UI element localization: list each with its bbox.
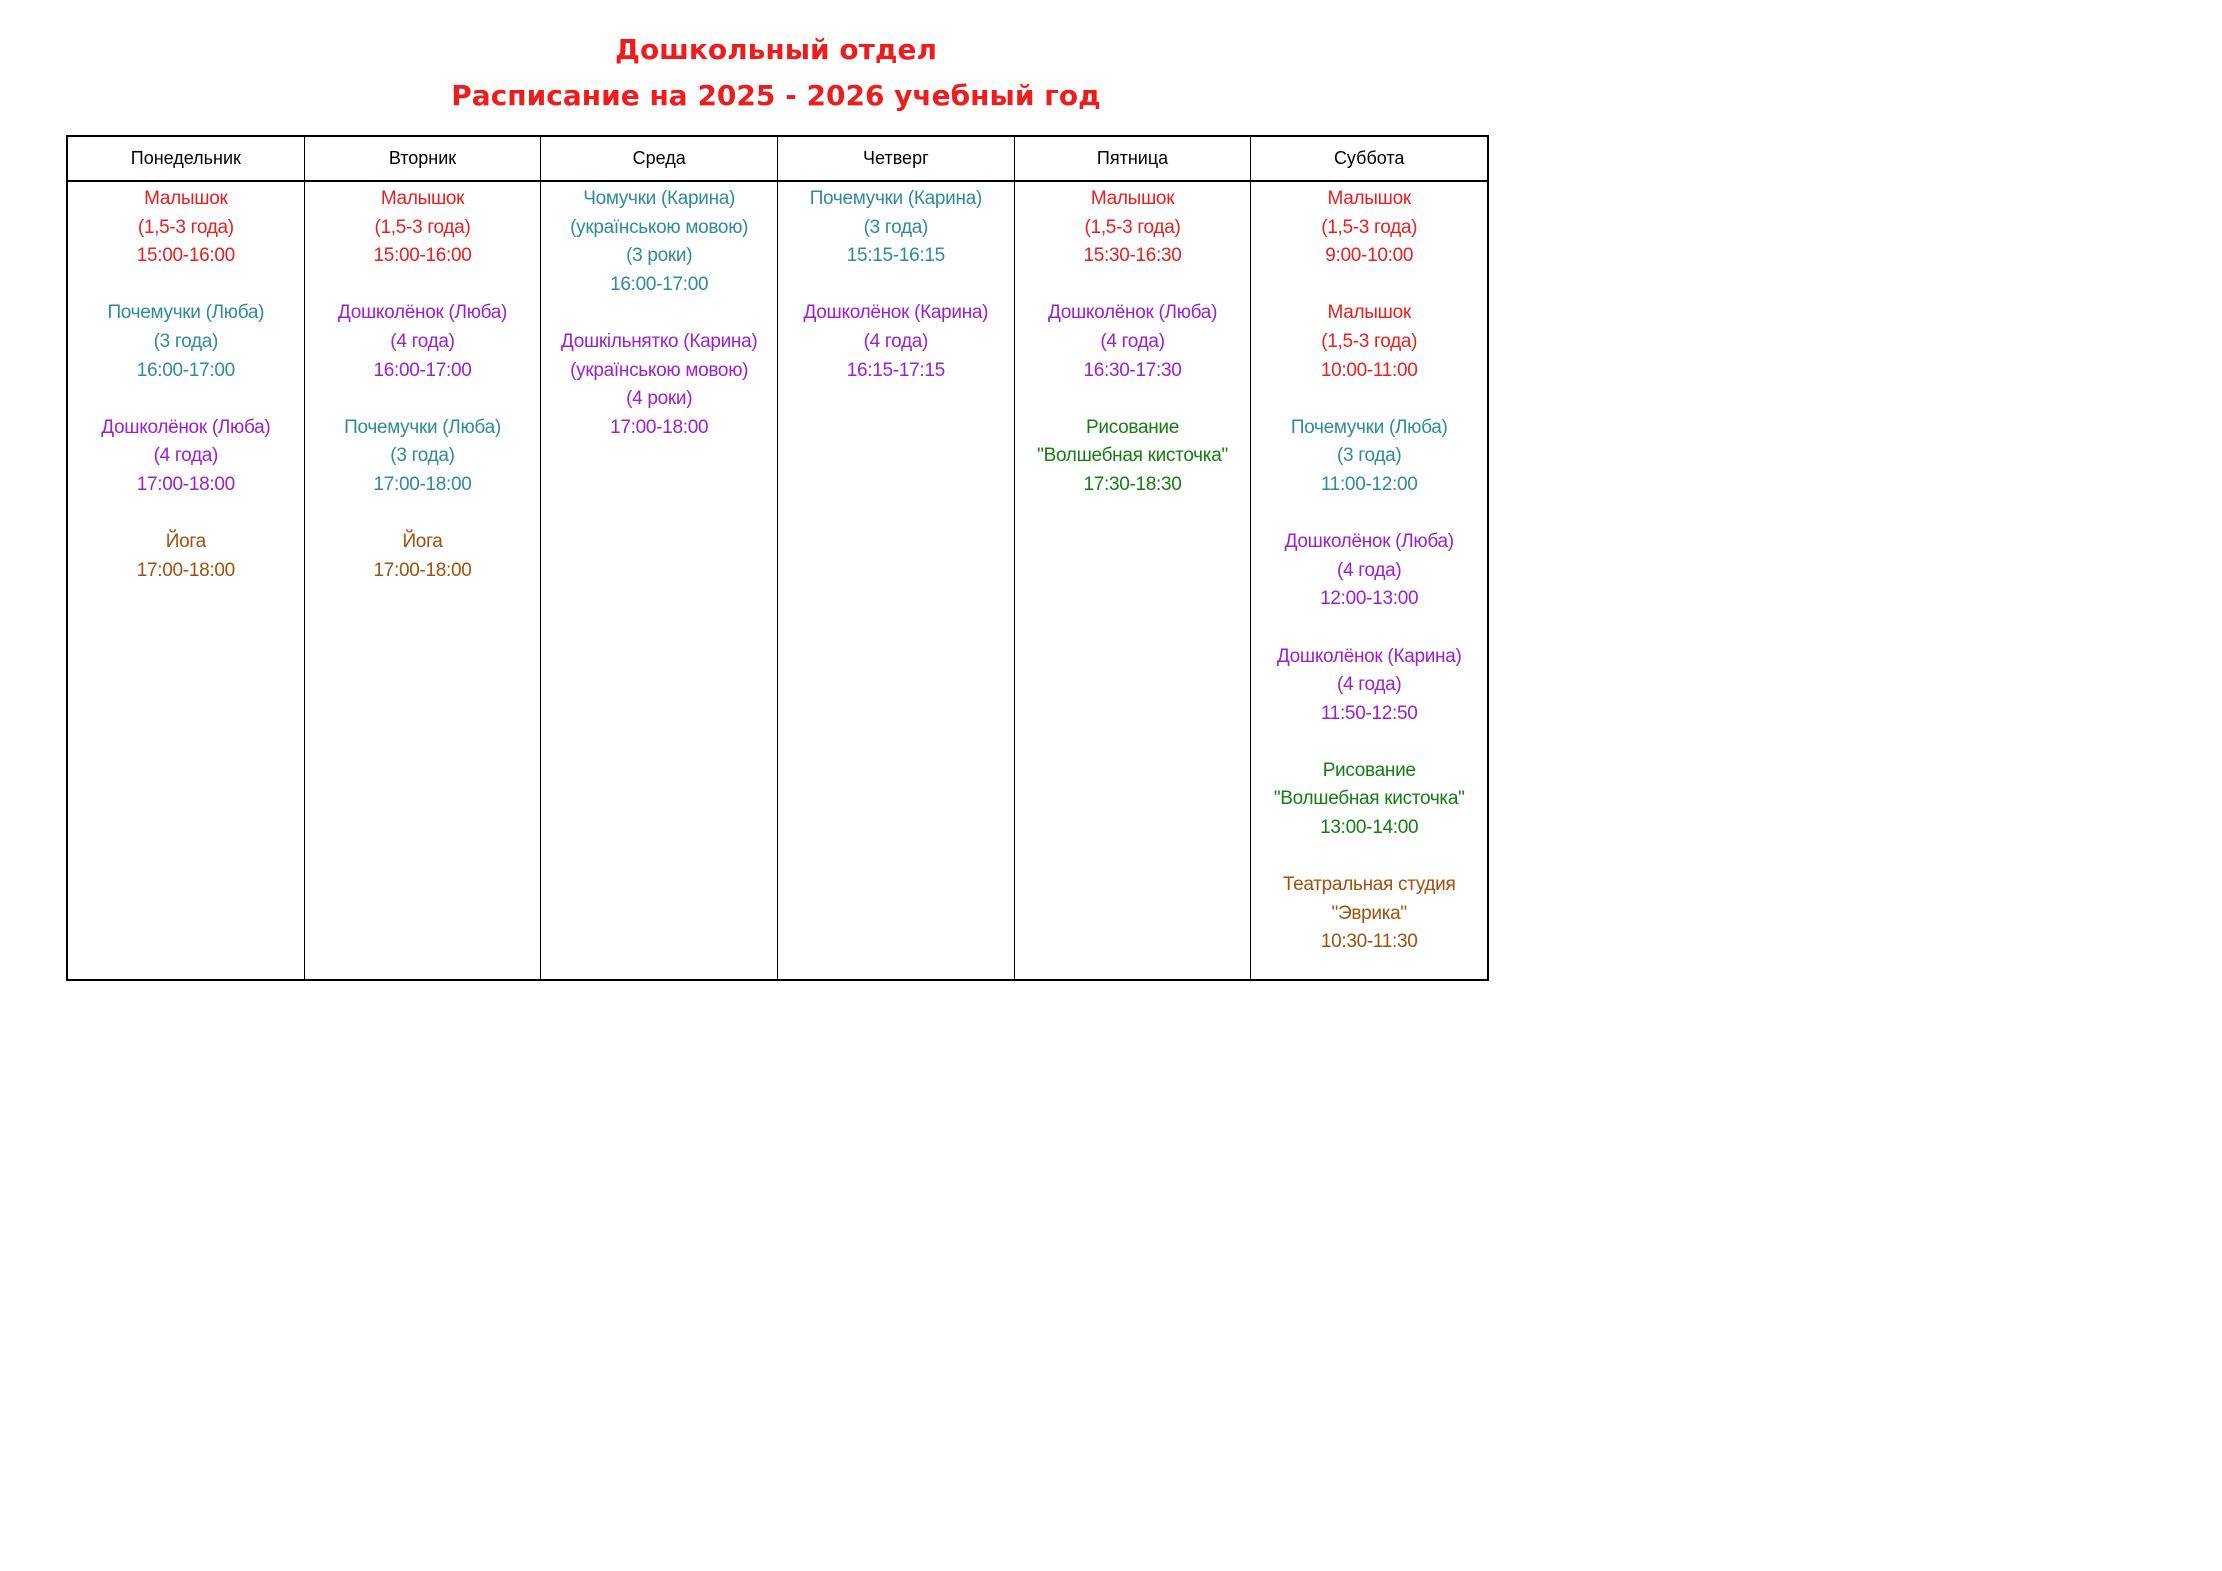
class-time: 11:50-12:50 bbox=[1320, 702, 1418, 724]
class-entry bbox=[305, 414, 541, 500]
class-entry bbox=[1251, 185, 1487, 271]
class-time: 11:00-12:00 bbox=[1320, 473, 1418, 495]
class-name: Йога bbox=[402, 531, 443, 553]
class-entry bbox=[541, 328, 777, 442]
class-entry bbox=[541, 185, 777, 299]
class-time: 17:00-18:00 bbox=[373, 473, 472, 495]
class-entry bbox=[1251, 299, 1487, 385]
class-detail: (українською мовою) bbox=[570, 359, 749, 381]
class-entry bbox=[778, 299, 1014, 385]
day-column bbox=[68, 182, 305, 979]
class-name: Малышок bbox=[1327, 188, 1411, 209]
class-detail: (4 года) bbox=[153, 445, 219, 467]
class-entry bbox=[1015, 185, 1251, 271]
day-column bbox=[305, 182, 542, 979]
day-column bbox=[541, 182, 778, 979]
class-entry bbox=[1015, 299, 1251, 385]
class-name: Почемучки (Карина) bbox=[809, 188, 982, 209]
class-time: 16:00-17:00 bbox=[136, 359, 235, 381]
class-time: 17:00-18:00 bbox=[136, 559, 235, 581]
class-name: Дошколёнок (Люба) bbox=[101, 416, 271, 438]
class-name: Дошколёнок (Карина) bbox=[1276, 645, 1462, 667]
class-detail: (4 роки) bbox=[626, 388, 693, 410]
class-time: 16:15-17:15 bbox=[846, 359, 945, 381]
class-name: Рисование bbox=[1322, 759, 1416, 781]
class-time: 17:00-18:00 bbox=[373, 559, 472, 581]
class-time: 10:30-11:30 bbox=[1320, 931, 1418, 953]
day-column bbox=[1251, 182, 1487, 979]
class-detail: (українською мовою) bbox=[570, 216, 749, 238]
class-detail: (3 года) bbox=[1336, 445, 1402, 467]
day-header: Вторник bbox=[305, 137, 542, 180]
day-header: Четверг bbox=[778, 137, 1015, 180]
class-detail: (4 года) bbox=[1100, 330, 1165, 352]
class-name: Малышок bbox=[1327, 302, 1411, 324]
class-name: Почемучки (Люба) bbox=[1290, 416, 1448, 438]
class-entry bbox=[68, 185, 304, 271]
class-detail: (1,5-3 года) bbox=[1321, 330, 1418, 352]
day-header: Понедельник bbox=[68, 137, 305, 180]
class-time: 9:00-10:00 bbox=[1325, 245, 1414, 267]
class-detail: "Эврика" bbox=[1331, 902, 1407, 924]
class-detail: (3 года) bbox=[863, 216, 929, 238]
day-column bbox=[1015, 182, 1252, 979]
class-name: Почемучки (Люба) bbox=[107, 302, 265, 324]
class-detail: "Волшебная кисточка" bbox=[1273, 788, 1465, 810]
schedule-header-row bbox=[68, 137, 1487, 182]
class-detail: "Волшебная кисточка" bbox=[1037, 445, 1228, 467]
class-name: Чомучки (Карина) bbox=[583, 188, 736, 209]
class-name: Дошколёнок (Люба) bbox=[1047, 302, 1218, 324]
class-time: 15:00-16:00 bbox=[373, 245, 472, 267]
class-name: Почемучки (Люба) bbox=[344, 416, 501, 438]
class-time: 16:00-17:00 bbox=[373, 359, 472, 381]
class-time: 15:30-16:30 bbox=[1083, 245, 1182, 267]
class-name: Малышок bbox=[144, 188, 228, 209]
schedule-table bbox=[66, 135, 1489, 981]
class-detail: (4 года) bbox=[1336, 674, 1402, 696]
class-time: 13:00-14:00 bbox=[1320, 817, 1419, 839]
class-entry bbox=[1251, 871, 1487, 957]
class-entry bbox=[1251, 757, 1487, 843]
class-detail: (3 года) bbox=[153, 330, 219, 352]
class-detail: (1,5-3 года) bbox=[1084, 216, 1181, 238]
day-header: Среда bbox=[541, 137, 778, 180]
class-name: Дошколёнок (Люба) bbox=[337, 302, 508, 324]
class-detail: (3 года) bbox=[390, 445, 455, 467]
class-entry bbox=[1015, 414, 1251, 500]
class-entry bbox=[1251, 643, 1487, 729]
class-entry bbox=[305, 528, 541, 585]
day-header: Пятница bbox=[1015, 137, 1252, 180]
class-time: 15:15-16:15 bbox=[846, 245, 945, 267]
class-detail: (4 года) bbox=[1336, 559, 1402, 581]
day-header: Суббота bbox=[1333, 148, 1405, 168]
schedule-body-row bbox=[68, 182, 1487, 979]
class-name: Дошколёнок (Карина) bbox=[803, 302, 989, 324]
class-time: 17:00-18:00 bbox=[136, 473, 235, 495]
class-detail: (4 года) bbox=[390, 330, 455, 352]
class-entry bbox=[305, 299, 541, 385]
class-name: Рисование bbox=[1086, 416, 1180, 438]
class-entry bbox=[778, 185, 1014, 271]
class-entry bbox=[1251, 414, 1487, 500]
class-name: Йога bbox=[165, 531, 206, 553]
class-detail: (1,5-3 года) bbox=[374, 216, 471, 238]
class-name: Дошколёнок (Люба) bbox=[1284, 531, 1454, 553]
class-entry bbox=[1251, 528, 1487, 614]
class-detail: (4 года) bbox=[863, 330, 929, 352]
class-time: 17:30-18:30 bbox=[1083, 473, 1182, 495]
class-entry bbox=[68, 414, 304, 500]
class-entry bbox=[68, 528, 304, 585]
class-name: Малышок bbox=[380, 188, 465, 209]
class-entry bbox=[305, 185, 541, 271]
class-name: Театральная студия bbox=[1282, 874, 1456, 896]
day-column bbox=[778, 182, 1015, 979]
class-name: Малышок bbox=[1090, 188, 1175, 209]
class-time: 16:00-17:00 bbox=[610, 273, 709, 295]
class-time: 16:30-17:30 bbox=[1083, 359, 1182, 381]
page-title: Дошкольный отдел bbox=[615, 33, 937, 66]
class-detail: (1,5-3 года) bbox=[1321, 216, 1418, 238]
class-entry bbox=[68, 299, 304, 385]
page-subtitle: Расписание на 2025 - 2026 учебный год bbox=[451, 79, 1101, 112]
class-time: 12:00-13:00 bbox=[1320, 588, 1419, 610]
class-time: 10:00-11:00 bbox=[1320, 359, 1418, 381]
class-time: 15:00-16:00 bbox=[136, 245, 235, 267]
class-time: 17:00-18:00 bbox=[610, 416, 709, 438]
class-name: Дошкільнятко (Карина) bbox=[560, 330, 758, 352]
class-detail: (3 роки) bbox=[626, 245, 693, 267]
class-detail: (1,5-3 года) bbox=[137, 216, 234, 238]
